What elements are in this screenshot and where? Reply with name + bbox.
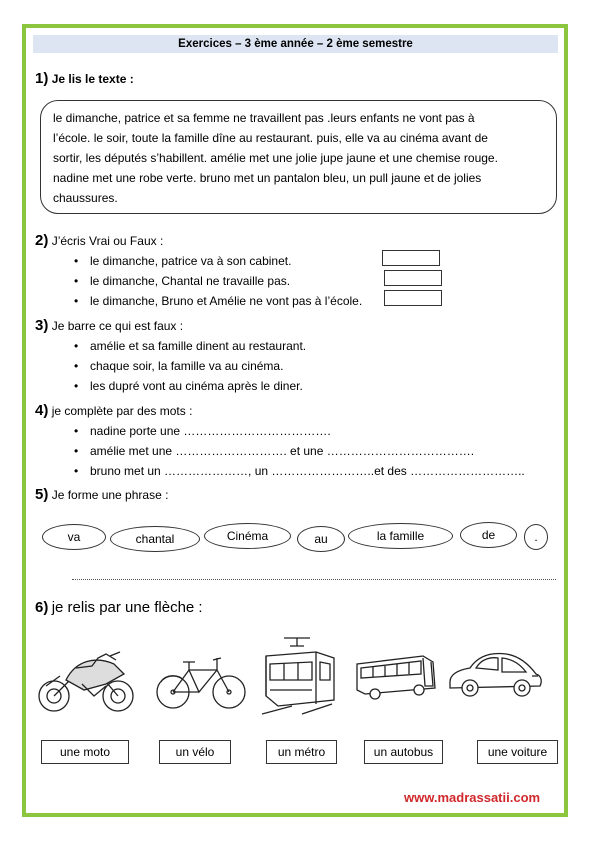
car-icon: [446, 648, 546, 698]
reading-line: sortir, les députés s’habillent. amélie met une jolie jupe jaune et une chemise rouge.: [53, 151, 498, 165]
section-5-heading: [35, 487, 168, 503]
site-watermark: www.madrassatii.com: [404, 790, 541, 805]
word-oval[interactable]: .: [524, 524, 548, 550]
answer-box-1[interactable]: [382, 250, 440, 266]
section-5-title: Je forme une phrase :: [51, 488, 169, 502]
section-2-heading: [35, 233, 163, 249]
list-item: • le dimanche, Bruno et Amélie ne vont pas à l’école.: [74, 291, 362, 311]
reading-line: nadine met une robe verte. bruno met un pantalon bleu, un pull jaune et de jolies: [53, 171, 482, 185]
section-5-number: 5): [35, 486, 49, 503]
list-item: • nadine porte une ……………………………….: [74, 421, 525, 441]
section-4-title: je complète par des mots :: [51, 404, 193, 418]
section-1-number: 1): [35, 70, 49, 87]
label-un-velo[interactable]: un vélo: [159, 740, 231, 764]
section-3-heading: [35, 318, 183, 334]
tram-icon: [262, 634, 338, 716]
section-4-heading: [35, 403, 192, 419]
complete-words-list: [74, 421, 525, 481]
list-item: • le dimanche, patrice va à son cabinet.: [74, 251, 362, 271]
true-false-list: [74, 251, 362, 311]
reading-text-box: [40, 100, 557, 214]
list-item: • amélie met une ………………………. et une ……………………………….: [74, 441, 525, 461]
section-3-title: Je barre ce qui est faux :: [51, 319, 184, 333]
section-6-number: 6): [35, 599, 49, 616]
word-oval[interactable]: Cinéma: [204, 523, 291, 549]
motorcycle-icon: [36, 640, 136, 714]
word-oval[interactable]: va: [42, 524, 106, 550]
label-un-autobus[interactable]: un autobus: [364, 740, 443, 764]
reading-line: chaussures.: [53, 191, 118, 205]
list-item: • bruno met un …………………, un ……………………..et des ………………………..: [74, 461, 525, 481]
section-2-title: J’écris Vrai ou Faux :: [51, 234, 164, 248]
section-2-number: 2): [35, 232, 49, 249]
label-un-metro[interactable]: un métro: [266, 740, 337, 764]
bus-icon: [353, 652, 439, 702]
bicycle-icon: [153, 652, 249, 714]
reading-line: le dimanche, patrice et sa femme ne travaillent pas .leurs enfants ne vont pas à: [53, 111, 475, 125]
list-item: • le dimanche, Chantal ne travaille pas.: [74, 271, 362, 291]
list-item: • chaque soir, la famille va au cinéma.: [74, 356, 306, 376]
list-item: • les dupré vont au cinéma après le diner.: [74, 376, 306, 396]
section-6-title: je relis par une flèche :: [51, 599, 203, 616]
word-oval[interactable]: de: [460, 522, 517, 548]
answer-box-3[interactable]: [384, 290, 442, 306]
section-4-number: 4): [35, 402, 49, 419]
reading-line: l’école. le soir, toute la famille dîne au restaurant. puis, elle va au cinéma avant de: [53, 131, 488, 145]
word-oval[interactable]: chantal: [110, 526, 200, 552]
answer-box-2[interactable]: [384, 270, 442, 286]
section-1-heading: [35, 71, 134, 87]
section-3-number: 3): [35, 317, 49, 334]
word-oval[interactable]: au: [297, 526, 345, 552]
word-oval[interactable]: la famille: [348, 523, 453, 549]
strike-false-list: [74, 336, 306, 396]
list-item: • amélie et sa famille dinent au restaurant.: [74, 336, 306, 356]
section-1-title: Je lis le texte :: [51, 72, 134, 86]
label-une-moto[interactable]: une moto: [41, 740, 129, 764]
label-une-voiture[interactable]: une voiture: [477, 740, 558, 764]
section-6-heading: [35, 600, 203, 616]
page-title: Exercices – 3 ème année – 2 ème semestre: [33, 35, 558, 53]
answer-line: [72, 579, 556, 580]
